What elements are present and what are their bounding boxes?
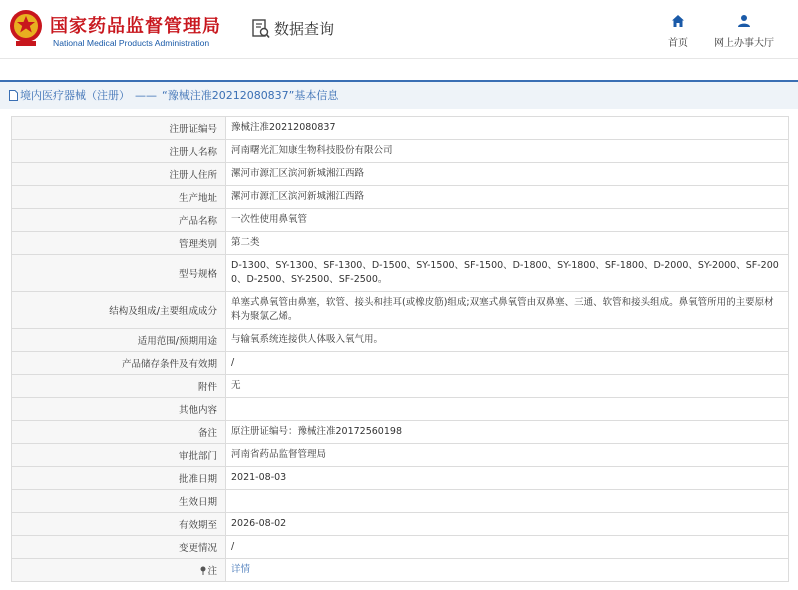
field-value: / bbox=[226, 536, 789, 559]
field-label: 注册人住所 bbox=[12, 163, 226, 186]
document-icon bbox=[9, 90, 18, 101]
nav-home-label: 首页 bbox=[668, 38, 688, 49]
field-value: 2026-08-02 bbox=[226, 513, 789, 536]
field-label: 注册人名称 bbox=[12, 140, 226, 163]
field-value bbox=[226, 398, 789, 421]
org-name-en: National Medical Products Administration bbox=[53, 38, 210, 48]
nav-home[interactable] bbox=[664, 14, 692, 49]
table-row bbox=[12, 255, 789, 292]
field-label-note bbox=[12, 559, 226, 582]
table-row bbox=[12, 140, 789, 163]
field-label: 注 bbox=[207, 566, 217, 577]
field-value: 无 bbox=[226, 375, 789, 398]
field-value: 原注册证编号：豫械注准20172560198 bbox=[226, 421, 789, 444]
field-value: 第二类 bbox=[226, 232, 789, 255]
field-label: 附件 bbox=[12, 375, 226, 398]
field-value: / bbox=[226, 352, 789, 375]
breadcrumb-bar bbox=[0, 80, 798, 109]
table-row bbox=[12, 421, 789, 444]
field-label: 变更情况 bbox=[12, 536, 226, 559]
home-icon bbox=[671, 14, 685, 28]
field-label: 注册证编号 bbox=[12, 117, 226, 140]
field-label: 管理类别 bbox=[12, 232, 226, 255]
field-label: 产品储存条件及有效期 bbox=[12, 352, 226, 375]
breadcrumb-current: “豫械注准20212080837”基本信息 bbox=[162, 89, 339, 102]
table-row bbox=[12, 186, 789, 209]
table-row bbox=[12, 444, 789, 467]
nav-office-label: 网上办事大厅 bbox=[714, 38, 774, 49]
field-label: 有效期至 bbox=[12, 513, 226, 536]
site-header bbox=[0, 0, 798, 59]
user-icon bbox=[737, 14, 751, 28]
table-row bbox=[12, 232, 789, 255]
field-label: 批准日期 bbox=[12, 467, 226, 490]
field-value: 与输氧系统连接供人体吸入氧气用。 bbox=[226, 329, 789, 352]
field-label: 备注 bbox=[12, 421, 226, 444]
field-label: 适用范围/预期用途 bbox=[12, 329, 226, 352]
table-row bbox=[12, 467, 789, 490]
breadcrumb-category[interactable]: 境内医疗器械（注册） bbox=[20, 89, 130, 102]
table-row bbox=[12, 209, 789, 232]
nav-online-office[interactable] bbox=[712, 14, 776, 49]
org-name-cn: 国家药品监督管理局 bbox=[50, 16, 221, 37]
field-value: 豫械注准20212080837 bbox=[226, 117, 789, 140]
field-value: 2021-08-03 bbox=[226, 467, 789, 490]
field-value: 漯河市源汇区滨河新城湘江西路 bbox=[226, 186, 789, 209]
field-value bbox=[226, 490, 789, 513]
table-row bbox=[12, 398, 789, 421]
field-label: 生产地址 bbox=[12, 186, 226, 209]
registration-info-table bbox=[11, 116, 789, 582]
field-label: 生效日期 bbox=[12, 490, 226, 513]
data-query-link[interactable] bbox=[252, 18, 334, 39]
query-title: 数据查询 bbox=[274, 20, 335, 38]
field-value: D-1300、SY-1300、SF-1300、D-1500、SY-1500、SF-1500、D-1800、SY-1800、SF-1800、D-2000、SY-2000、SF-2000、D-2500、SY-2500、SF-2500。 bbox=[226, 255, 789, 292]
table-row bbox=[12, 375, 789, 398]
table-row bbox=[12, 292, 789, 329]
table-row bbox=[12, 536, 789, 559]
field-value: 河南省药品监督管理局 bbox=[226, 444, 789, 467]
table-row bbox=[12, 329, 789, 352]
breadcrumb-separator: —— bbox=[135, 88, 157, 102]
field-value: 河南曙光汇知康生物科技股份有限公司 bbox=[226, 140, 789, 163]
field-value: 单塞式鼻氧管由鼻塞，软管、接头和挂耳(或橡皮筋)组成;双塞式鼻氧管由双鼻塞、三通、软管和接头组成。鼻氧管所用的主要原材料为聚氯乙烯。 bbox=[226, 292, 789, 329]
table-row bbox=[12, 559, 789, 582]
field-label: 结构及组成/主要组成成分 bbox=[12, 292, 226, 329]
field-value: 一次性使用鼻氧管 bbox=[226, 209, 789, 232]
field-label: 型号规格 bbox=[12, 255, 226, 292]
details-link[interactable]: 详情 bbox=[231, 564, 251, 575]
field-label: 其他内容 bbox=[12, 398, 226, 421]
document-search-icon bbox=[252, 19, 270, 39]
field-value: 漯河市源汇区滨河新城湘江西路 bbox=[226, 163, 789, 186]
table-row bbox=[12, 163, 789, 186]
field-label: 审批部门 bbox=[12, 444, 226, 467]
table-row bbox=[12, 352, 789, 375]
national-emblem-icon bbox=[8, 8, 44, 48]
table-row bbox=[12, 513, 789, 536]
breadcrumb bbox=[9, 87, 338, 103]
table-row bbox=[12, 490, 789, 513]
field-label: 产品名称 bbox=[12, 209, 226, 232]
table-row bbox=[12, 117, 789, 140]
